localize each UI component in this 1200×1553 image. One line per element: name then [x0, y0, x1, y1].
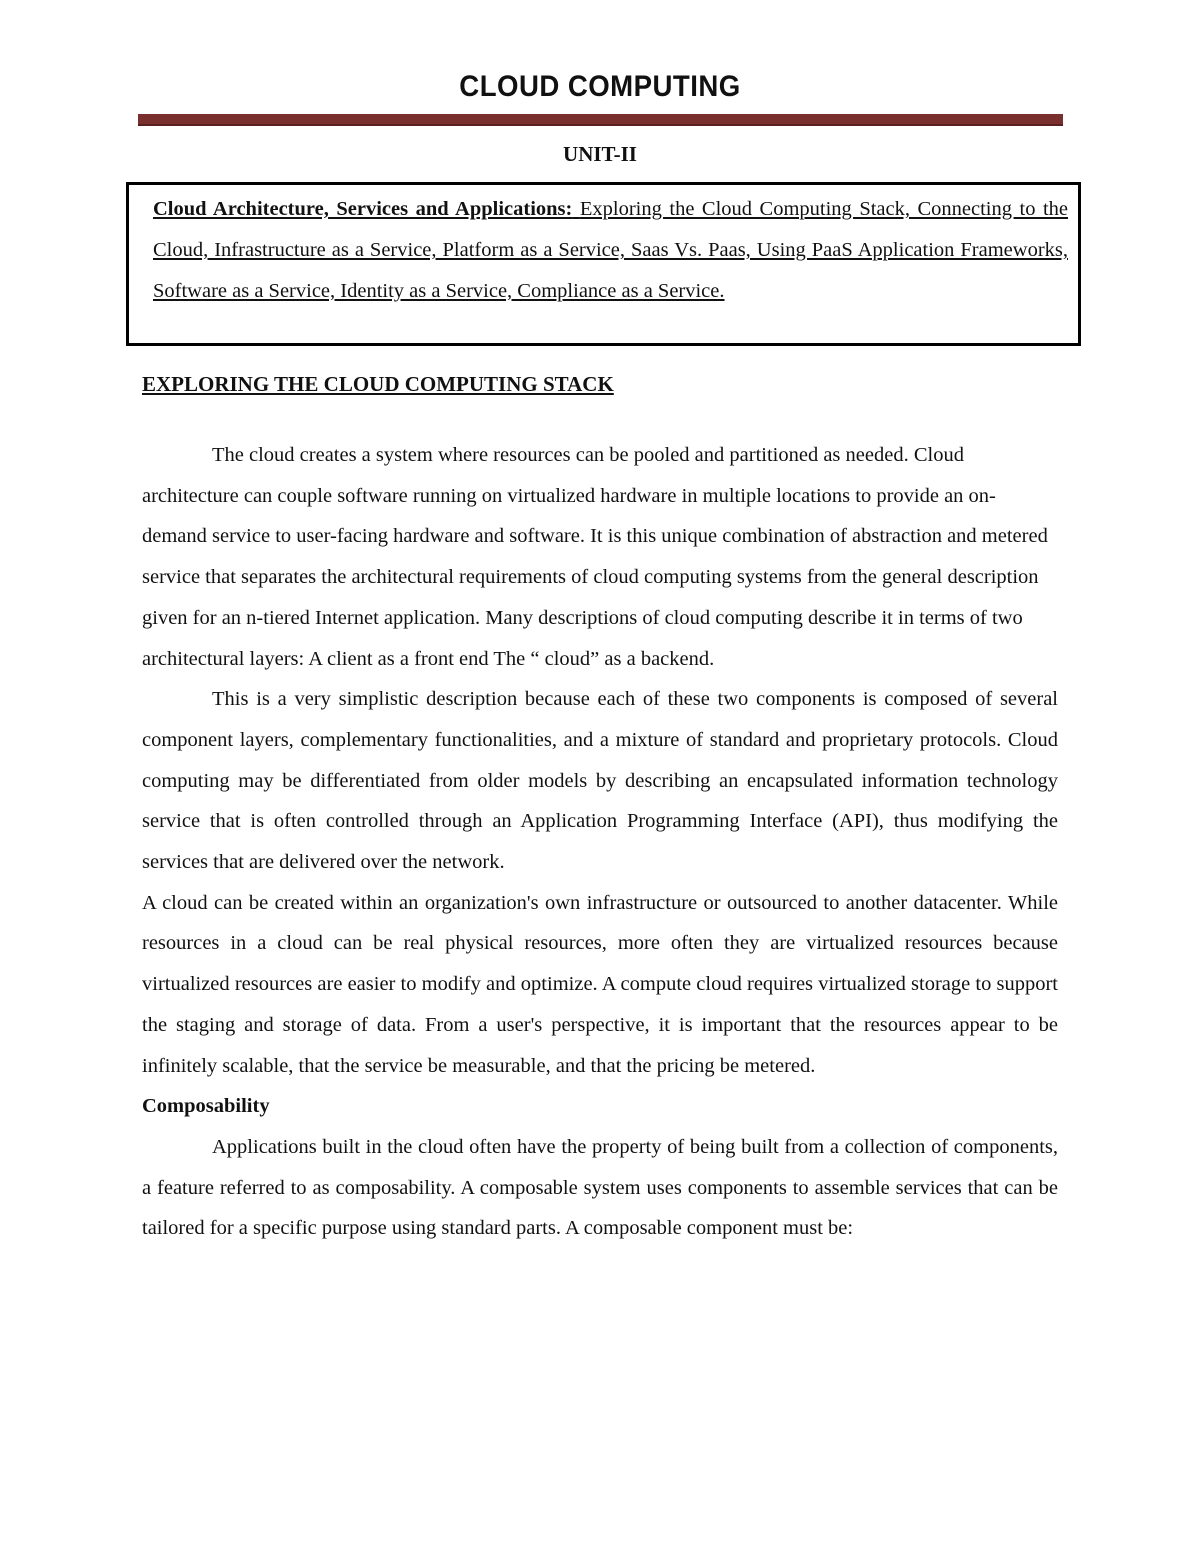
composability-heading: Composability: [142, 1095, 270, 1118]
syllabus-heading: Cloud Architecture, Services and Applications:: [153, 198, 573, 220]
section-heading: EXPLORING THE CLOUD COMPUTING STACK: [142, 372, 614, 396]
title-rule: [138, 114, 1063, 124]
paragraph: Applications built in the cloud often have the property of being built from a collection of components, a feature referred to as composability. A composable system uses components to assemble services that can be tailored for a specific purpose using standard parts. A composable component must be:: [142, 1135, 1058, 1240]
syllabus-topics: Exploring the Cloud Computing Stack, Connecting to the Cloud, Infrastructure as a Service, Platform as a Service, Saas Vs. Paas, Using PaaS Application Frameworks, Software as a Service, Identity as a Service, Compliance as a Service.: [153, 198, 1069, 302]
syllabus-box: [126, 182, 1081, 346]
unit-label: UNIT-II: [563, 142, 637, 166]
paragraph: The cloud creates a system where resources can be pooled and partitioned as needed. Cloud architecture can couple software running on virtualized hardware in multiple locations to provide an on-demand service to user-facing hardware and software. It is this unique combination of abstraction and metered service that separates the architectural requirements of cloud computing systems from the general description given for an n-tiered Internet application. Many descriptions of cloud computing describe it in terms of two architectural layers: A client as a front end The “ cloud” as a backend.: [142, 444, 1048, 670]
page-title: CLOUD COMPUTING: [459, 70, 741, 103]
syllabus-text: [153, 189, 1068, 312]
paragraph: This is a very simplistic description because each of these two components is composed of several component layers, complementary functionalities, and a mixture of standard and proprietary protocols. Cloud computing may be differentiated from older models by describing an encapsulated information technology service that is often controlled through an Application Programming Interface (API), thus modifying the services that are delivered over the network.: [142, 688, 1058, 874]
body-text: [142, 435, 1058, 1249]
paragraph: A cloud can be created within an organization's own infrastructure or outsourced to another datacenter. While resources in a cloud can be real physical resources, more often they are virtualized resources because virtualized resources are easier to modify and optimize. A compute cloud requires virtualized storage to support the staging and storage of data. From a user's perspective, it is important that the resources appear to be infinitely scalable, that the service be measurable, and that the pricing be metered.: [142, 891, 1058, 1077]
